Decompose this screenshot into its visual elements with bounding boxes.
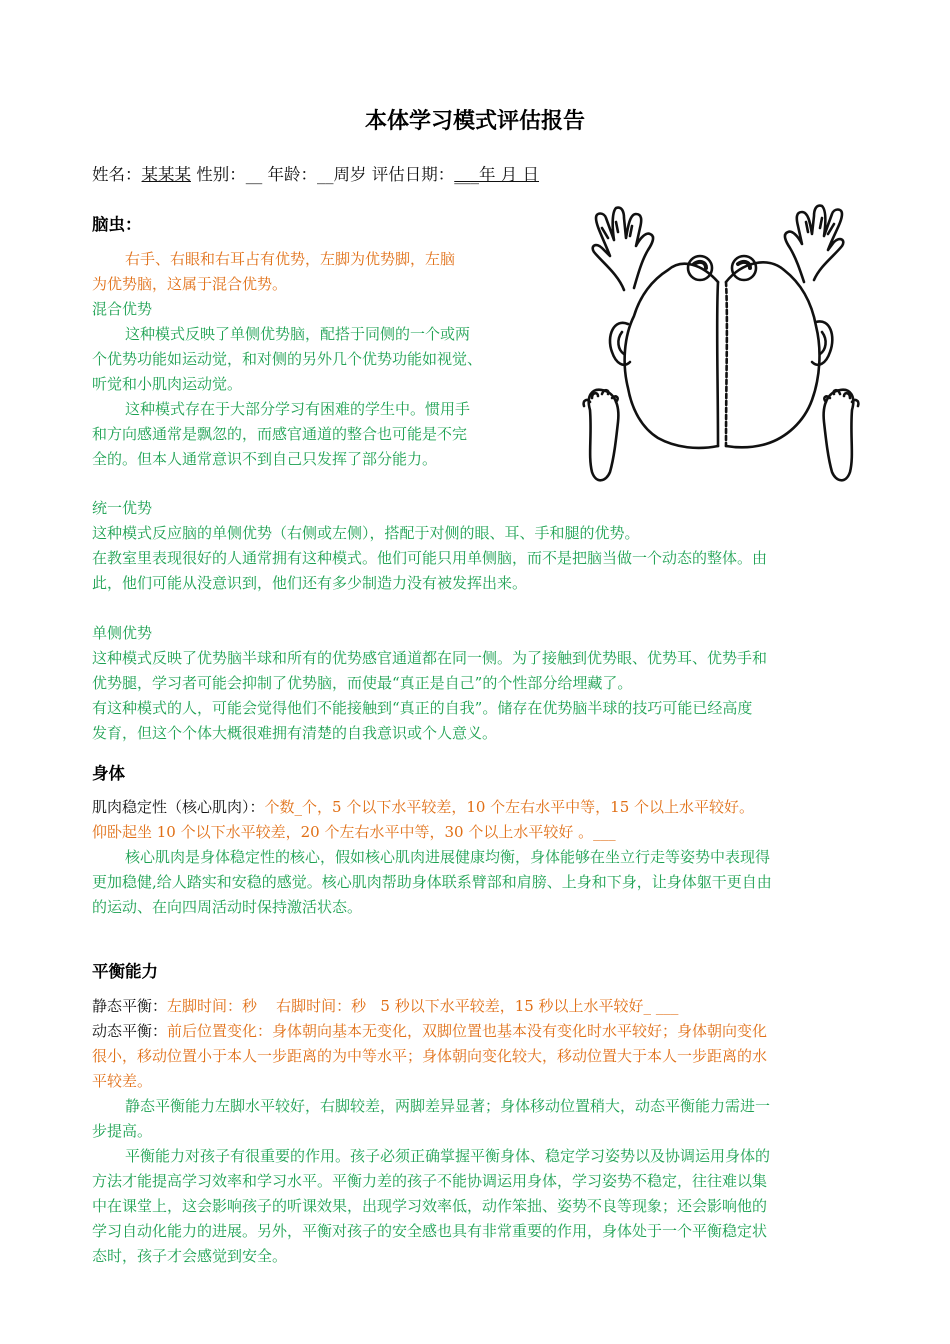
core-desc-l2: 更加稳健,给人踏实和安稳的感觉。核心肌肉帮助身体联系臂部和肩膀、上身和下身，让身体躯干更自由: [92, 873, 772, 891]
situp-line: 仰卧起坐 10 个以下水平较差，20 个左右水平中等，30 个以上水平较好 。___: [92, 823, 616, 841]
brain-heading: 脑虫：: [92, 215, 142, 234]
single-section: [92, 621, 862, 746]
dynamic-label: 动态平衡：: [92, 1022, 168, 1040]
brain-body-diagram-icon: [572, 200, 872, 490]
unified-p2-l1: 在教室里表现很好的人通常拥有这种模式。他们可能只用单侧脑，而不是把脑当做一个动态的整体。由: [92, 549, 768, 567]
mixed-p1-l1: 这种模式反映了单侧优势脑，配搭于同侧的一个或两: [125, 325, 471, 343]
mixed-p1-l3: 听觉和小肌肉运动觉。: [92, 375, 243, 393]
name-label: 姓名：: [92, 165, 142, 184]
left-hemisphere-icon: [625, 264, 718, 448]
balance-desc-l5: 态时，孩子才会感觉到安全。: [92, 1247, 288, 1265]
unified-p2-l2: 此，他们可能从没意识到，他们还有多少制造力没有被发挥出来。: [92, 574, 528, 592]
brain-result-line2: 为优势脑，这属于混合优势。: [92, 275, 288, 293]
unified-title: 统一优势: [92, 499, 153, 517]
gender-value: __: [245, 165, 263, 184]
balance-result-l1: 静态平衡能力左脚水平较好，右脚较差，两脚差异显著；身体移动位置稍大，动态平衡能力需进一: [125, 1097, 771, 1115]
right-hand-icon: [785, 206, 843, 282]
balance-desc-l3: 中在课堂上，这会影响孩子的听课效果，出现学习效率低，动作笨拙、姿势不良等现象；还会影响他的: [92, 1197, 768, 1215]
dynamic-l1: 前后位置变化：身体朝向基本无变化，双脚位置也基本没有变化时水平较好；身体朝向变化: [167, 1022, 768, 1040]
mixed-title: 混合优势: [92, 300, 153, 318]
age-value: __: [317, 165, 334, 184]
left-foot-icon: [584, 390, 619, 481]
gender-label: 性别：: [191, 165, 246, 184]
balance-desc-l1: 平衡能力对孩子有很重要的作用。孩子必须正确掌握平衡身体、稳定学习姿势以及协调运用身体的: [125, 1147, 771, 1165]
student-info-line: [92, 161, 539, 185]
static-value: 左脚时间：秒 右脚时间：秒 5 秒以下水平较差，15 秒以上水平较好_ ___: [167, 997, 679, 1015]
right-hemisphere-icon: [726, 262, 819, 447]
core-desc-l1: 核心肌肉是身体稳定性的核心，假如核心肌肉进展健康均衡，身体能够在坐立行走等姿势中表现得: [125, 848, 771, 866]
ear-icons: [610, 321, 832, 364]
age-unit: 周岁: [333, 165, 367, 184]
single-p2-l2: 发育，但这个个体大概很难拥有清楚的自我意识或个人意义。: [92, 724, 498, 742]
dynamic-l2: 很小，移动位置小于本人一步距离的为中等水平；身体朝向变化较大，移动位置大于本人一步距离的水: [92, 1047, 768, 1065]
page-title: 本体学习模式评估报告: [364, 108, 585, 134]
body-section: [92, 795, 862, 920]
balance-result-l2: 步提高。: [92, 1122, 153, 1140]
single-p2-l1: 有这种模式的人，可能会觉得他们不能接触到“真正的自我”。储存在优势脑半球的技巧可能已经高度: [92, 699, 753, 717]
core-value: 个数_个，5 个以下水平较差，10 个左右水平中等，15 个以上水平较好。: [264, 798, 755, 816]
single-p1-l1: 这种模式反映了优势脑半球和所有的优势感官通道都在同一侧。为了接触到优势眼、优势耳、优势手和: [92, 649, 768, 667]
balance-section: [92, 994, 862, 1269]
single-p1-l2: 优势腿，学习者可能会抑制了优势脑，而使最“真正是自己”的个性部分给埋藏了。: [92, 674, 633, 692]
balance-heading: 平衡能力: [92, 962, 158, 981]
name-value: 某某某: [141, 165, 191, 184]
mixed-p2-l2: 和方向感通常是飘忽的，而感官通道的整合也可能是不完: [92, 425, 468, 443]
single-title: 单侧优势: [92, 624, 153, 642]
date-label: 评估日期：: [366, 165, 455, 184]
static-label: 静态平衡：: [92, 997, 168, 1015]
balance-desc-l2: 方法才能提高学习效率和学习水平。平衡力差的孩子不能协调运用身体，学习姿势不稳定，往往难以集: [92, 1172, 768, 1190]
unified-section: [92, 496, 862, 596]
core-label: 肌肉稳定性（核心肌肉）：: [92, 798, 265, 816]
mixed-p2-l3: 全的。但本人通常意识不到自己只发挥了部分能力。: [92, 450, 438, 468]
mixed-p1-l2: 个优势功能如运动觉，和对侧的另外几个优势功能如视觉、: [92, 350, 483, 368]
core-desc-l3: 的运动、在向四周活动时保持激活状态。: [92, 898, 363, 916]
age-label: 年龄：: [262, 165, 317, 184]
brain-result-line1: 右手、右眼和右耳占有优势，左脚为优势脚，左脑: [125, 250, 456, 268]
balance-desc-l4: 学习自动化能力的进展。另外，平衡对孩子的安全感也具有非常重要的作用，身体处于一个平衡稳定状: [92, 1222, 768, 1240]
date-value: ___年 月 日: [454, 165, 539, 184]
dynamic-l3: 平较差。: [92, 1072, 153, 1090]
left-hand-icon: [593, 208, 653, 290]
body-heading: 身体: [92, 764, 125, 783]
unified-p1: 这种模式反应脑的单侧优势（右侧或左侧），搭配于对侧的眼、耳、手和腿的优势。: [92, 524, 640, 542]
mixed-p2-l1: 这种模式存在于大部分学习有困难的学生中。惯用手: [125, 400, 471, 418]
brain-left-column: [92, 247, 522, 472]
right-foot-icon: [824, 390, 859, 481]
